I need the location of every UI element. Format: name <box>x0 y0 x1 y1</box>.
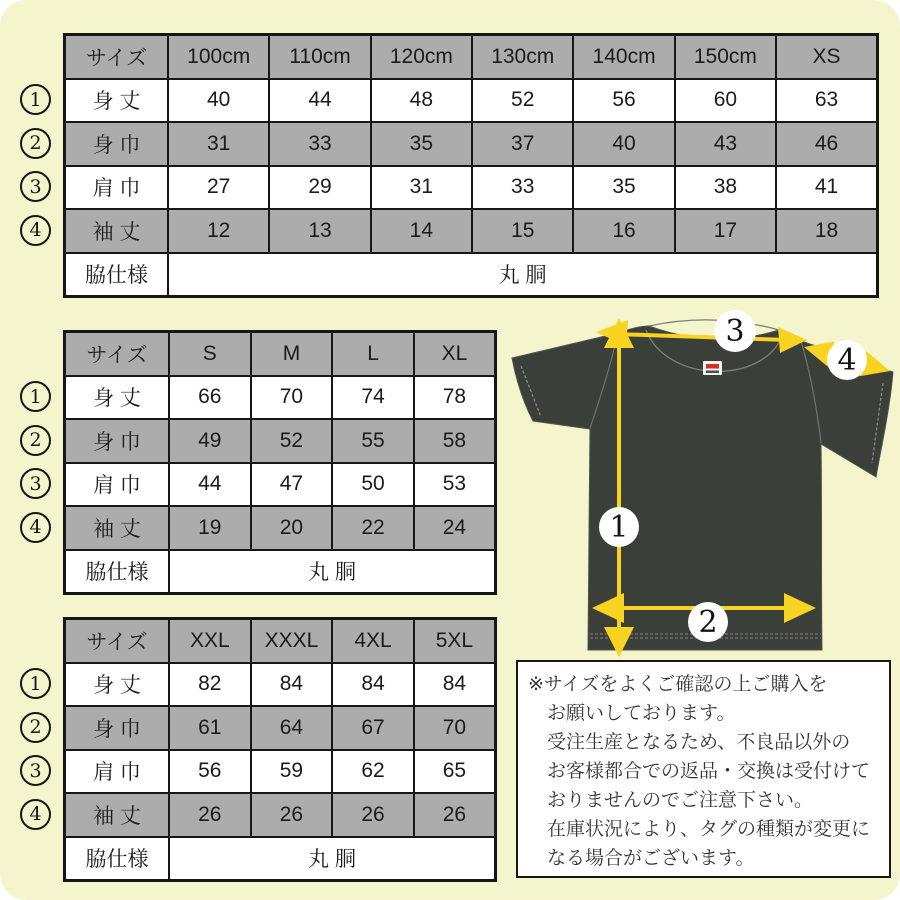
measure-value-cell: 27 <box>168 166 269 210</box>
row-marker-circle: 2 <box>20 712 51 743</box>
measure-value-cell: 33 <box>472 166 573 210</box>
measure-value-cell: 64 <box>251 706 333 750</box>
notice-line: ※サイズをよくご確認の上ご購入を <box>528 674 828 695</box>
measure-value-cell: 26 <box>169 793 251 837</box>
measure-value-cell: 17 <box>675 209 776 253</box>
marker-column <box>20 330 63 549</box>
measure-value-cell: 22 <box>332 506 414 550</box>
purchase-notice-text <box>528 670 883 873</box>
size-column-header: 130cm <box>472 35 573 79</box>
measure-value-cell: 84 <box>414 663 496 707</box>
measure-row-label: 袖 丈 <box>65 506 170 550</box>
measure-value-cell: 35 <box>573 166 674 210</box>
size-column-header: XL <box>414 332 496 376</box>
size-column-header: S <box>169 332 251 376</box>
size-column-header: XS <box>776 35 877 79</box>
size-column-header: 100cm <box>168 35 269 79</box>
row-marker-circle: 4 <box>20 215 51 246</box>
side-spec-value: 丸 胴 <box>168 253 878 297</box>
measure-value-cell: 16 <box>573 209 674 253</box>
row-marker <box>20 662 63 706</box>
callout-circle-4 <box>827 340 867 380</box>
measure-value-cell: 41 <box>776 166 877 210</box>
notice-line: おりませんのでご注意下さい。 <box>547 790 814 811</box>
measure-value-cell: 26 <box>332 793 414 837</box>
measure-row-label: 袖 丈 <box>65 793 170 837</box>
row-marker-circle: 2 <box>20 425 51 456</box>
measure-value-cell: 67 <box>332 706 414 750</box>
measure-row-label: 肩 巾 <box>65 166 169 210</box>
measure-row-label: 肩 巾 <box>65 463 170 507</box>
measure-value-cell: 24 <box>414 506 496 550</box>
size-table-block-big <box>20 617 497 882</box>
measure-value-cell: 62 <box>332 750 414 794</box>
measure-value-cell: 49 <box>169 419 251 463</box>
size-table-block-kids <box>20 33 879 298</box>
notice-line: お願いしております。 <box>547 703 736 724</box>
row-marker-circle: 1 <box>20 84 51 115</box>
measure-value-cell: 78 <box>414 376 496 420</box>
measure-value-cell: 70 <box>251 376 333 420</box>
measure-value-cell: 29 <box>269 166 370 210</box>
measure-value-cell: 46 <box>776 122 877 166</box>
measure-value-cell: 26 <box>251 793 333 837</box>
row-marker <box>20 209 63 253</box>
measure-value-cell: 70 <box>414 706 496 750</box>
measure-value-cell: 56 <box>573 79 674 123</box>
measure-value-cell: 74 <box>332 376 414 420</box>
row-marker-circle: 1 <box>20 381 51 412</box>
marker-column <box>20 33 63 252</box>
measure-value-cell: 66 <box>169 376 251 420</box>
measure-value-cell: 84 <box>251 663 333 707</box>
measure-value-cell: 35 <box>371 122 472 166</box>
size-column-header: L <box>332 332 414 376</box>
measure-value-cell: 56 <box>169 750 251 794</box>
measure-row-label: 袖 丈 <box>65 209 169 253</box>
marker-column <box>20 617 63 836</box>
measure-value-cell: 31 <box>371 166 472 210</box>
callout-circle-2 <box>688 602 728 642</box>
size-column-header: 120cm <box>371 35 472 79</box>
notice-line: お客様都合での返品・交換は受付けて <box>547 761 871 782</box>
brand-tag-icon <box>703 361 722 375</box>
measure-value-cell: 18 <box>776 209 877 253</box>
size-column-header: M <box>251 332 333 376</box>
row-marker <box>20 462 63 506</box>
measure-value-cell: 53 <box>414 463 496 507</box>
measure-value-cell: 84 <box>332 663 414 707</box>
size-column-header: 4XL <box>332 619 414 663</box>
measure-value-cell: 14 <box>371 209 472 253</box>
measure-value-cell: 44 <box>269 79 370 123</box>
row-marker <box>20 793 63 837</box>
row-marker <box>20 419 63 463</box>
notice-line: 在庫状況により、タグの種類が変更に <box>547 819 871 840</box>
svg-text:4: 4 <box>837 343 857 378</box>
measure-value-cell: 12 <box>168 209 269 253</box>
measure-value-cell: 31 <box>168 122 269 166</box>
measure-row-label: 身 巾 <box>65 419 170 463</box>
callout-circle-3 <box>714 310 756 352</box>
size-column-header: 140cm <box>573 35 674 79</box>
measure-value-cell: 19 <box>169 506 251 550</box>
measure-row-label: 身 巾 <box>65 706 170 750</box>
measure-value-cell: 40 <box>573 122 674 166</box>
measure-value-cell: 58 <box>414 419 496 463</box>
measure-value-cell: 38 <box>675 166 776 210</box>
measure-value-cell: 50 <box>332 463 414 507</box>
row-marker-circle: 4 <box>20 799 51 830</box>
size-corner-header: サイズ <box>65 332 170 376</box>
side-spec-label: 脇仕様 <box>65 253 169 297</box>
row-marker <box>20 706 63 750</box>
svg-text:3: 3 <box>725 314 745 349</box>
row-marker <box>20 749 63 793</box>
size-corner-header: サイズ <box>65 619 170 663</box>
measure-value-cell: 47 <box>251 463 333 507</box>
row-marker-circle: 3 <box>20 755 51 786</box>
tshirt-measurement-diagram <box>500 303 900 665</box>
row-marker-circle: 3 <box>20 171 51 202</box>
size-table-big <box>63 617 497 882</box>
callout-circle-1 <box>599 507 639 547</box>
size-column-header: 150cm <box>675 35 776 79</box>
measure-value-cell: 65 <box>414 750 496 794</box>
row-marker-circle: 4 <box>20 512 51 543</box>
measure-value-cell: 48 <box>371 79 472 123</box>
measure-value-cell: 13 <box>269 209 370 253</box>
side-spec-label: 脇仕様 <box>65 837 170 881</box>
measure-row-label: 身 丈 <box>65 79 169 123</box>
notice-line: 受注生産となるため、不良品以外の <box>547 732 851 753</box>
row-marker-circle: 1 <box>20 668 51 699</box>
size-column-header: XXXL <box>251 619 333 663</box>
measure-row-label: 身 丈 <box>65 376 170 420</box>
measure-value-cell: 60 <box>675 79 776 123</box>
size-column-header: 5XL <box>414 619 496 663</box>
row-marker <box>20 165 63 209</box>
measure-value-cell: 61 <box>169 706 251 750</box>
size-column-header: 110cm <box>269 35 370 79</box>
size-column-header: XXL <box>169 619 251 663</box>
row-marker-circle: 2 <box>20 128 51 159</box>
notice-line: なる場合がございます。 <box>547 848 755 869</box>
size-table-block-adult <box>20 330 497 595</box>
side-spec-label: 脇仕様 <box>65 550 170 594</box>
measure-value-cell: 82 <box>169 663 251 707</box>
side-spec-value: 丸 胴 <box>169 837 496 881</box>
measure-value-cell: 43 <box>675 122 776 166</box>
purchase-notice-box <box>516 660 891 878</box>
measure-value-cell: 26 <box>414 793 496 837</box>
row-marker <box>20 78 63 122</box>
measure-value-cell: 15 <box>472 209 573 253</box>
side-spec-value: 丸 胴 <box>169 550 496 594</box>
measure-value-cell: 33 <box>269 122 370 166</box>
measure-value-cell: 20 <box>251 506 333 550</box>
measure-row-label: 身 丈 <box>65 663 170 707</box>
measure-value-cell: 59 <box>251 750 333 794</box>
measure-value-cell: 52 <box>472 79 573 123</box>
size-table-adult <box>63 330 497 595</box>
row-marker <box>20 375 63 419</box>
measure-row-label: 身 巾 <box>65 122 169 166</box>
collar-back-line <box>649 320 779 330</box>
svg-text:1: 1 <box>609 510 629 545</box>
measure-value-cell: 40 <box>168 79 269 123</box>
measure-value-cell: 52 <box>251 419 333 463</box>
measure-value-cell: 55 <box>332 419 414 463</box>
measure-value-cell: 44 <box>169 463 251 507</box>
measure-value-cell: 37 <box>472 122 573 166</box>
size-corner-header: サイズ <box>65 35 169 79</box>
row-marker-circle: 3 <box>20 468 51 499</box>
measure-row-label: 肩 巾 <box>65 750 170 794</box>
row-marker <box>20 122 63 166</box>
measure-value-cell: 63 <box>776 79 877 123</box>
row-marker <box>20 506 63 550</box>
svg-text:2: 2 <box>698 605 718 640</box>
size-table-kids <box>63 33 879 298</box>
